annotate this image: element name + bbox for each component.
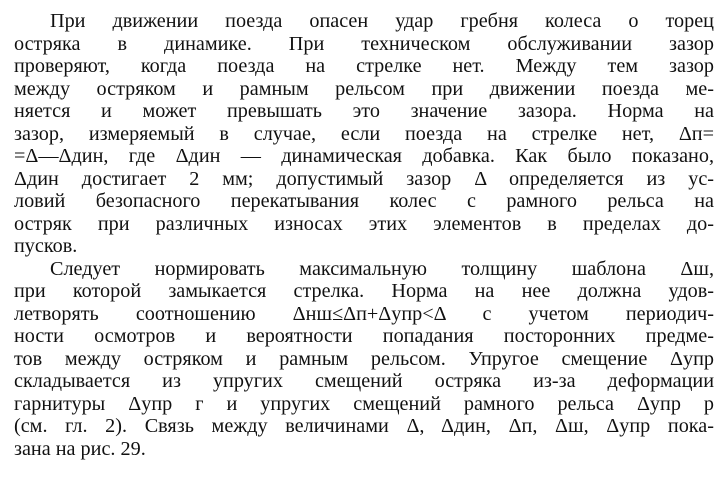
- text-line: При движении поезда опасен удар гребня колеса о торец: [50, 10, 714, 32]
- text-line: зазор, измеряемый в случае, если поезда на стрелке нет, Δп=: [14, 122, 714, 145]
- text-line: остряка в динамике. При техническом обслуживании зазор: [14, 32, 714, 55]
- text-line: гарнитуры Δупр г и упругих смещений рамного рельса Δупр р: [14, 392, 714, 415]
- document-page: [14, 10, 714, 460]
- text-line: летворять соотношению Δнш≤Δп+Δупр<Δ с учетом периодич-: [14, 302, 714, 325]
- paragraph-2: [14, 258, 714, 461]
- text-line: ловий безопасного перекатывания колес с рамного рельса на: [14, 190, 714, 212]
- text-line: Следует нормировать максимальную толщину шаблона Δш,: [50, 257, 714, 280]
- text-line: при которой замыкается стрелка. Норма на нее должна удов-: [14, 280, 714, 302]
- text-line: проверяют, когда поезда на стрелке нет. Между тем зазор: [14, 55, 714, 77]
- text-line: зана на рис. 29.: [14, 437, 146, 460]
- text-line: Δдин достигает 2 мм; допустимый зазор Δ определяется из ус-: [14, 167, 714, 190]
- text-line: няется и может превышать это значение зазора. Норма на: [14, 100, 714, 122]
- paragraph-1: [14, 10, 714, 258]
- text-line: складывается из упругих смещений остряка из-за деформации: [14, 370, 714, 392]
- text-line: тов между остряком и рамным рельсом. Упругое смещение Δупр: [14, 347, 714, 370]
- text-line: между остряком и рамным рельсом при движении поезда ме-: [14, 77, 714, 100]
- text-line: (см. гл. 2). Связь между величинами Δ, Δдин, Δп, Δш, Δупр пока-: [14, 415, 714, 437]
- text-line: пусков.: [14, 235, 78, 257]
- text-line: ности осмотров и вероятности попадания посторонних предме-: [14, 325, 714, 347]
- text-line: остряк при различных износах этих элементов в пределах до-: [14, 212, 714, 235]
- text-line: =Δ—Δдин, где Δдин — динамическая добавка. Как было показано,: [14, 145, 714, 167]
